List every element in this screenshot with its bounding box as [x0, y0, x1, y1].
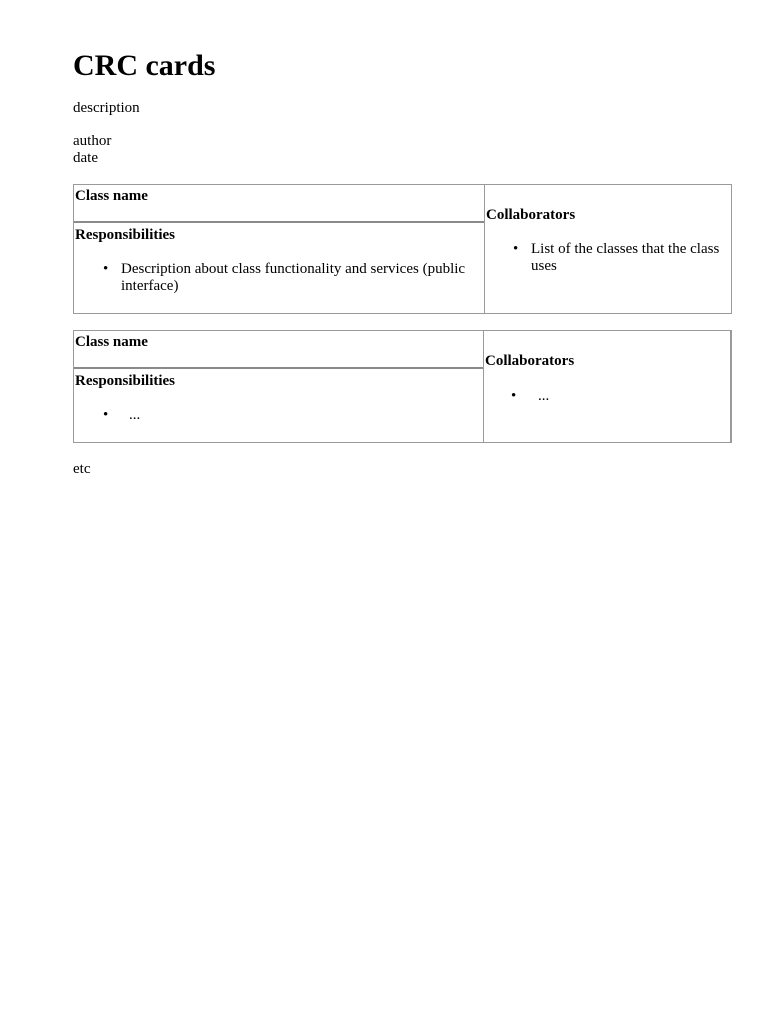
bullet-icon: • [103, 407, 109, 423]
collaborators-label: Collaborators [486, 207, 576, 223]
document-description: description [73, 100, 140, 116]
responsibilities-cell [75, 225, 484, 295]
collaborator-text: List of the classes that the class uses [531, 241, 720, 274]
collaborator-text: ... [538, 388, 550, 404]
responsibilities-label: Responsibilities [75, 373, 176, 389]
collaborators-cell [485, 185, 731, 313]
list-item [103, 407, 483, 424]
responsibility-text: Description about class functionality and services (public interface) [121, 261, 466, 294]
responsibilities-cell [75, 371, 483, 424]
list-item [103, 261, 478, 295]
page-title: CRC cards [73, 49, 216, 82]
bullet-icon: • [511, 388, 517, 404]
crc-card [73, 184, 732, 314]
collaborators-list [511, 388, 726, 405]
responsibilities-list [103, 261, 478, 295]
document-author: author [73, 133, 112, 149]
document-date: date [73, 150, 98, 166]
responsibility-text: ... [129, 407, 141, 423]
bullet-icon: • [513, 241, 519, 257]
responsibilities-list [103, 407, 483, 424]
collaborators-cell [484, 331, 730, 442]
collaborators-list [513, 241, 727, 275]
list-item [513, 241, 727, 275]
class-name-cell: Class name [74, 185, 484, 223]
crc-card-left-column [74, 331, 484, 442]
responsibilities-label: Responsibilities [75, 227, 176, 243]
class-name-cell: Class name [74, 331, 483, 369]
crc-card-left-column [74, 185, 485, 313]
bullet-icon: • [103, 261, 109, 277]
document-footer: etc [73, 461, 91, 477]
collaborators-label: Collaborators [485, 353, 575, 369]
crc-card [73, 330, 732, 443]
list-item [511, 388, 726, 405]
